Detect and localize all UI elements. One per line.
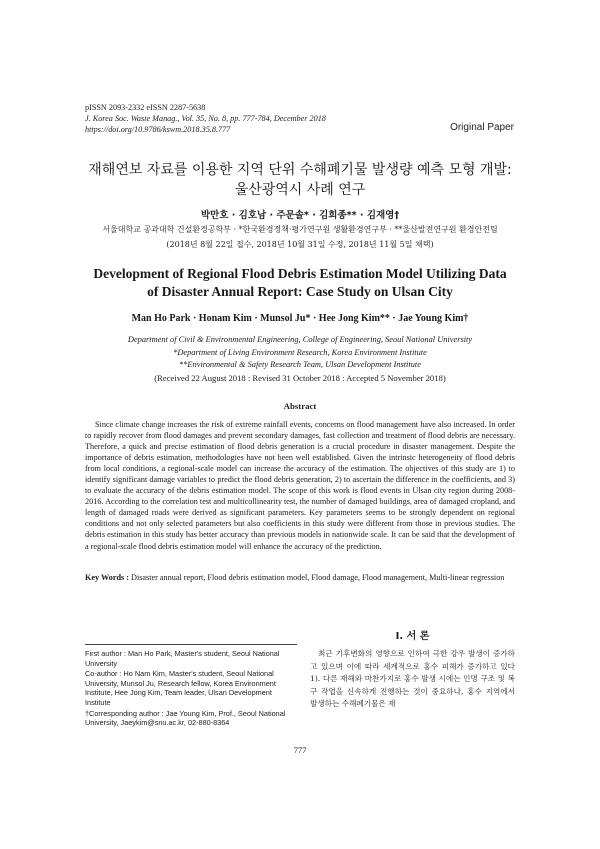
english-title-line2: of Disaster Annual Report: Case Study on Ulsan City	[147, 284, 453, 299]
page-number: 777	[293, 745, 307, 755]
keywords-label: Key Words :	[85, 573, 129, 582]
abstract-text: Since climate change increases the risk of extreme rainfall events, concerns on flood management have also increased. In order to rapidly recover from flood damages and prevent secondary damages, fast collection and treatment of flood debris are necessary. Therefore, a quick and precise estimation of flood debris generation is a crucial procedure in disaster management. Despite the importance of debris estimation, methodologies have not been well established. Given the intrinsic heterogeneity of flood debris from local conditions, a regional-scale model can increase the accuracy of the estimation. The objectives of this study are 1) to identify significant damage variables to predict the flood debris generation, 2) to ascertain the difference in the coefficients, and 3) to evaluate the accuracy of the debris estimation model. The scope of this work is flood events in Ulsan city region during 2008-2016. According to the correlation test and multicollinearity test, the number of damaged buildings, area of damaged cropland, and length of damaged roads were derived as significant parameters. Key parameters seems to be strongly dependent on regional conditions and not only selected parameters but also coefficients in this study were different from those in previous studies. The debris estimation in this study has better accuracy than previous models in nationwide scale. It can be said that the development of a regional-scale flood debris estimation model will enhance the accuracy of the prediction.	[85, 420, 515, 551]
keywords	[85, 572, 515, 584]
first-author-note: First author : Man Ho Park, Master's student, Seoul National University	[85, 649, 280, 668]
abstract-heading: Abstract	[283, 401, 317, 411]
introduction-heading: I. 서 론	[395, 631, 430, 642]
affiliation-1: Department of Civil & Environmental Engineering, College of Engineering, Seoul National University	[127, 335, 473, 344]
korean-title-line1: 재해연보 자료를 이용한 지역 단위 수해폐기물 발생량 예측 모형 개발:	[88, 162, 512, 178]
introduction-text: 최근 기후변화의 영향으로 인하여 극한 강우 발생이 증가하고 있으며 이에 따라 세계적으로 홍수 피해가 증가하고 있다1). 다른 재해와 마찬가지로 홍수 발생 시에는 인명 구조 및 복구 작업을 신속하게 진행하는 것이 중요하나, 홍수 지역에서 발생하는 수해폐기물은 재	[310, 649, 515, 709]
co-author-note: Co-author : Ho Nam Kim, Master's student, Seoul National University, Munsol Ju, Research fellow, Korea Environment Institute, Hee Jong Kim, Team leader, Ulsan Development Institute	[85, 669, 276, 707]
korean-affiliations: 서울대학교 공과대학 건설환경공학부 · *한국환경정책·평가연구원 생활환경연구부 · **울산발전연구원 환경안전팀	[102, 225, 498, 234]
keywords-list: Disaster annual report, Flood debris estimation model, Flood damage, Flood management, Multi-linear regression	[131, 573, 505, 582]
affiliation-3: **Environmental & Safety Research Team, Ulsan Development Institute	[179, 360, 421, 369]
english-dates: (Received 22 August 2018 : Revised 31 October 2018 : Accepted 5 November 2018)	[154, 373, 446, 383]
author-footnotes	[85, 644, 297, 729]
journal-citation: J. Korea Soc. Waste Manag., Vol. 35, No. 8, pp. 777-784, December 2018	[85, 114, 326, 123]
english-affiliations	[60, 334, 540, 372]
issn-line: pISSN 2093-2332 eISSN 2287-5638	[85, 103, 206, 112]
article-type: Original Paper	[450, 122, 514, 133]
korean-title-line2: 울산광역시 사례 연구	[234, 182, 366, 198]
journal-meta	[85, 102, 326, 135]
korean-title	[60, 160, 540, 200]
korean-dates: (2018년 8월 22일 접수, 2018년 10월 31일 수정, 2018년 11월 5일 채택)	[166, 240, 434, 249]
corresponding-author-note: †Corresponding author : Jae Young Kim, Prof., Seoul National University, Jaeykim@snu.ac.kr, 02-880-8364	[85, 708, 286, 728]
korean-authors: 박만호 · 김호남 · 주문솔* · 김희종** · 김재영†	[200, 210, 400, 221]
doi-link[interactable]: https://doi.org/10.9786/kswm.2018.35.8.777	[85, 125, 231, 134]
english-authors: Man Ho Park · Honam Kim · Munsol Ju* · Hee Jong Kim** · Jae Young Kim†	[131, 313, 469, 324]
affiliation-2: *Department of Living Environment Research, Korea Environment Institute	[173, 347, 427, 357]
english-title-line1: Development of Regional Flood Debris Estimation Model Utilizing Data	[93, 266, 507, 281]
english-title	[60, 265, 540, 301]
